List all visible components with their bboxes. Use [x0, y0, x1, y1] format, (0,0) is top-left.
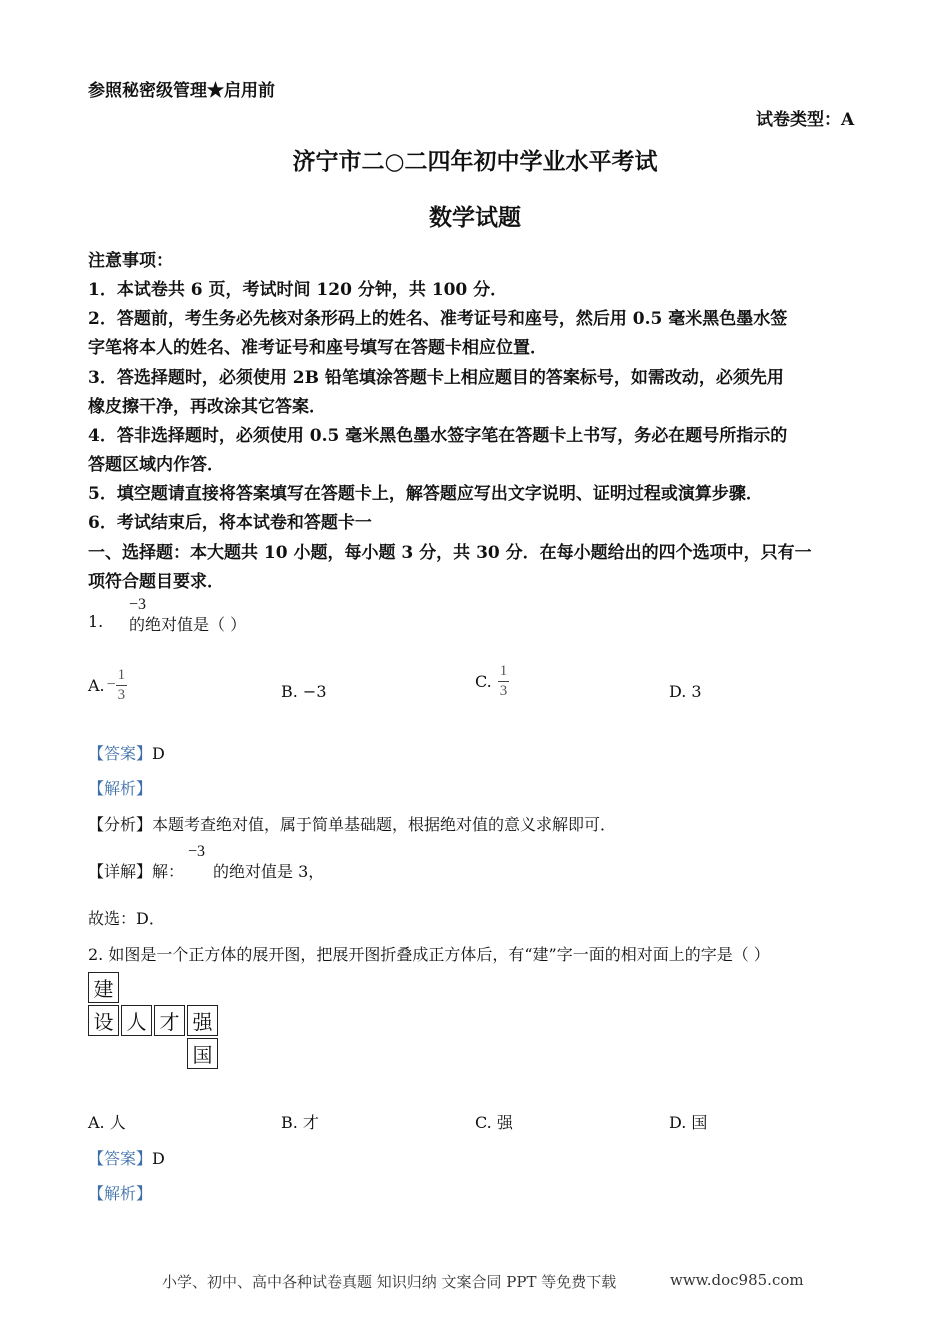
q1-stem: 的绝对值是（ ）: [129, 615, 247, 634]
net-cell: 人: [121, 1005, 152, 1036]
net-cell: 设: [88, 1005, 119, 1036]
q1-expression: −3: [129, 596, 147, 613]
fraction: $\frac{1}{3}$: [117, 666, 126, 703]
q2-option-c: C. 强: [475, 1113, 513, 1132]
q1-option-a: A. − $\frac{1}{3}$: [88, 666, 126, 703]
note-line: 字笔将本人的姓名、准考证号和座号填写在答题卡相应位置．: [88, 338, 547, 358]
q1-answer: 【答案】D: [88, 744, 165, 763]
note-line: 答题区域内作答．: [88, 455, 224, 475]
net-cell: 强: [187, 1005, 218, 1036]
footer-text: 小学、初中、高中各种试卷真题 知识归纳 文案合同 PPT 等免费下载: [162, 1273, 617, 1291]
note-line: 6．考试结束后，将本试卷和答题卡一: [88, 513, 372, 533]
fraction: $\frac{1}{3}$: [499, 662, 508, 699]
notes-heading: 注意事项：: [88, 251, 173, 271]
note-line: 1．本试卷共 6 页，考试时间 120 分钟，共 100 分．: [88, 280, 508, 300]
note-line: 2．答题前，考生务必先核对条形码上的姓名、准考证号和座号，然后用 0.5 毫米黑色墨水签: [88, 309, 788, 329]
q1-option-c: C. $\frac{1}{3}$: [475, 662, 508, 699]
q1-option-b: B. −3: [281, 682, 327, 701]
q2-stem: 2. 如图是一个正方体的展开图，把展开图折叠成正方体后，有“建”字一面的相对面上的字是（ ）: [88, 945, 770, 964]
section-heading: 一、选择题：本大题共 10 小题，每小题 3 分，共 30 分．在每小题给出的四个选项中，只有一: [88, 543, 812, 563]
net-cell-top: 建: [88, 972, 119, 1003]
footer-url[interactable]: www.doc985.com: [670, 1271, 804, 1289]
q1-conclusion: 故选：D．: [88, 909, 165, 928]
q1-option-d: D. 3: [669, 682, 702, 701]
net-cell: 才: [154, 1005, 185, 1036]
q1-detail-text: 的绝对值是 3，: [213, 862, 325, 881]
q1-detail: 【详解】解：: [88, 862, 185, 881]
q1-analysis-tag: 【解析】: [88, 779, 153, 798]
net-cell-bottom: 国: [187, 1038, 218, 1069]
note-line: 3．答选择题时，必须使用 2B 铅笔填涂答题卡上相应题目的答案标号，如需改动，必须先用: [88, 368, 784, 388]
section-heading-cont: 项符合题目要求．: [88, 572, 224, 592]
q2-answer: 【答案】D: [88, 1149, 165, 1168]
q1-detail-expression: −3: [188, 843, 206, 860]
q1-fenxi: 【分析】本题考查绝对值，属于简单基础题，根据绝对值的意义求解即可．: [88, 815, 617, 834]
note-line: 4．答非选择题时，必须使用 0.5 毫米黑色墨水签字笔在答题卡上书写，务必在题号所指示的: [88, 426, 788, 446]
q1-number: 1.: [88, 612, 104, 631]
q2-option-b: B. 才: [281, 1113, 319, 1132]
q2-option-d: D. 国: [669, 1113, 708, 1132]
subject-title: 数学试题: [429, 204, 521, 231]
note-line: 橡皮擦干净，再改涂其它答案．: [88, 397, 326, 417]
note-line: 5．填空题请直接将答案填写在答题卡上，解答题应写出文字说明、证明过程或演算步骤．: [88, 484, 763, 504]
q2-analysis-tag: 【解析】: [88, 1184, 153, 1203]
exam-title: 济宁市二○二四年初中学业水平考试: [292, 148, 658, 175]
paper-type: 试卷类型：A: [756, 110, 855, 130]
cube-net-figure: [88, 972, 224, 1074]
q2-option-a: A. 人: [88, 1113, 126, 1132]
secret-level: 参照秘密级管理★启用前: [88, 81, 275, 101]
